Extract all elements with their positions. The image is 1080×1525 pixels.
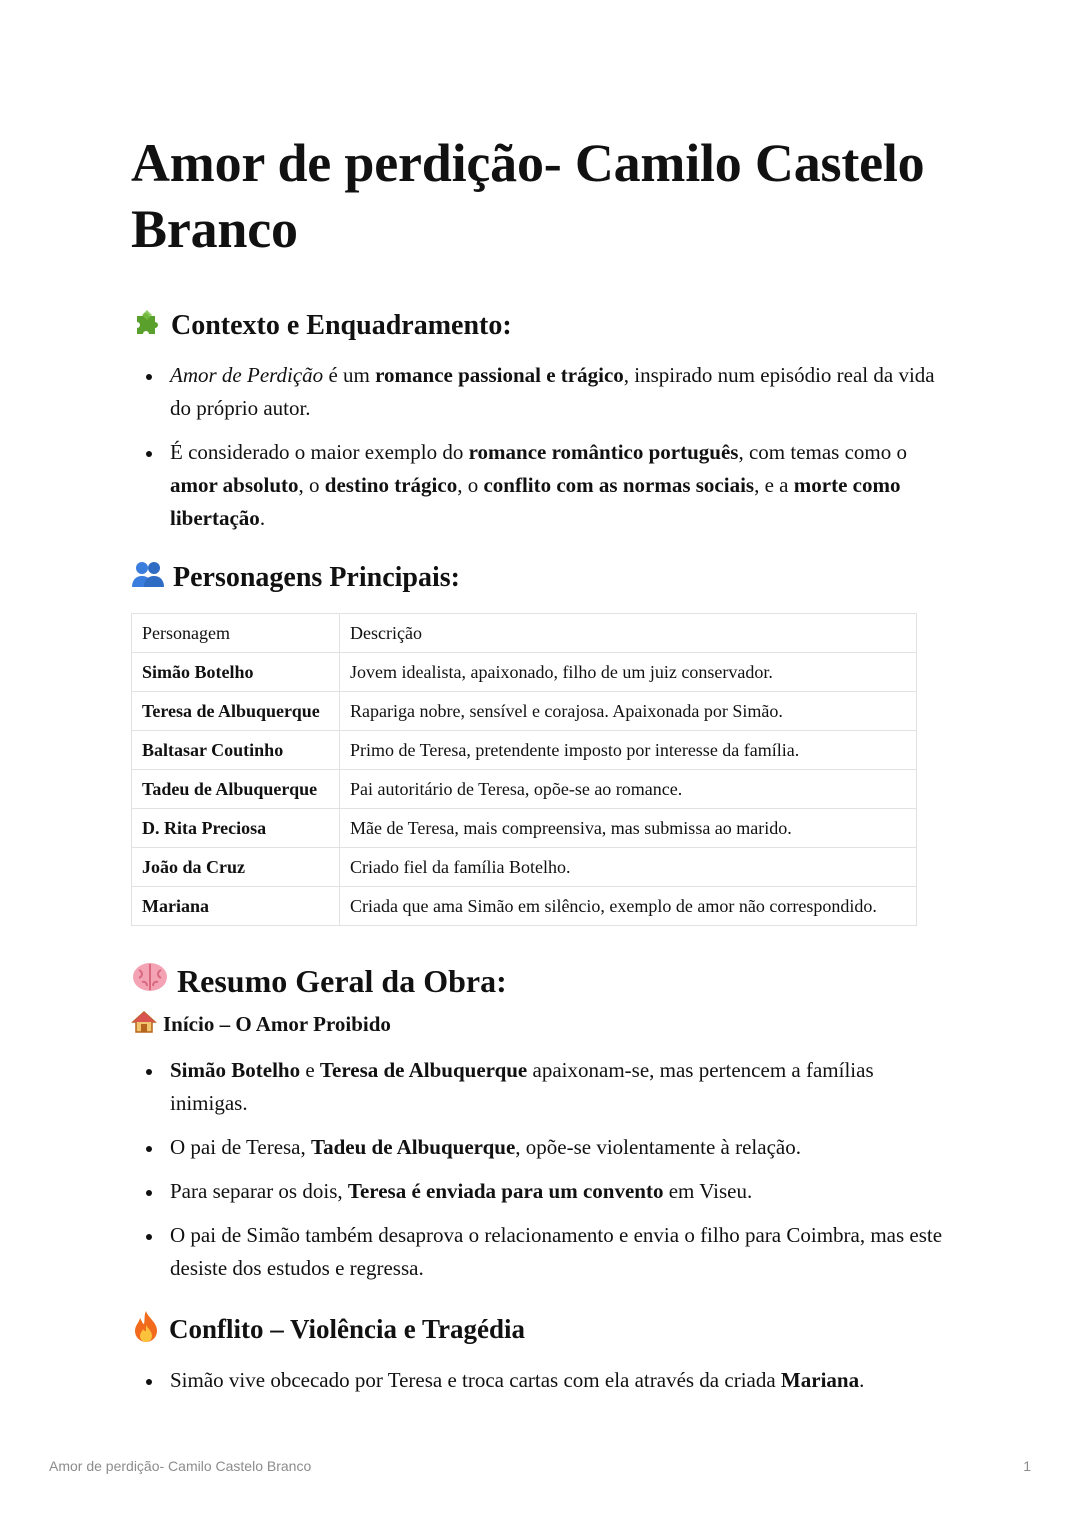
cell-personagem: Baltasar Coutinho <box>132 731 340 770</box>
section-heading-text: Resumo Geral da Obra: <box>177 962 507 999</box>
section-heading-text: Contexto e Enquadramento: <box>171 309 512 341</box>
footer-title: Amor de perdição- Camilo Castelo Branco <box>49 1458 312 1474</box>
section-heading-contexto <box>131 306 951 345</box>
table-row <box>132 770 917 809</box>
list-item: O pai de Teresa, Tadeu de Albuquerque, opõe-se violentamente à relação. <box>131 1131 951 1164</box>
subheading-text: Início – O Amor Proibido <box>163 1012 391 1036</box>
subheading-text: Conflito – Violência e Tragédia <box>169 1314 525 1344</box>
list-item: O pai de Simão também desaprova o relacionamento e envia o filho para Coimbra, mas este desiste dos estudos e regressa. <box>131 1219 951 1285</box>
subheading-conflito <box>131 1309 951 1350</box>
house-icon <box>131 1010 157 1039</box>
table-row <box>132 848 917 887</box>
list-item: Simão Botelho e Teresa de Albuquerque apaixonam-se, mas pertencem a famílias inimigas. <box>131 1054 951 1120</box>
cell-personagem: João da Cruz <box>132 848 340 887</box>
page-title: Amor de perdição- Camilo Castelo Branco <box>131 133 925 259</box>
subheading-inicio <box>131 1010 951 1039</box>
fire-icon <box>131 1309 161 1350</box>
characters-table <box>131 613 917 926</box>
cell-descricao: Criado fiel da família Botelho. <box>340 848 917 887</box>
contexto-list <box>131 359 951 535</box>
conflito-list <box>131 1364 951 1397</box>
list-item: É considerado o maior exemplo do romance romântico português, com temas como o amor absoluto, o destino trágico, o conflito com as normas sociais, e a morte como libertação. <box>131 436 951 535</box>
cell-descricao: Mãe de Teresa, mais compreensiva, mas submissa ao marido. <box>340 809 917 848</box>
table-row <box>132 692 917 731</box>
cell-descricao: Jovem idealista, apaixonado, filho de um juiz conservador. <box>340 653 917 692</box>
table-row <box>132 887 917 926</box>
list-item: Simão vive obcecado por Teresa e troca cartas com ela através da criada Mariana. <box>131 1364 951 1397</box>
cell-personagem: Teresa de Albuquerque <box>132 692 340 731</box>
section-heading-personagens <box>131 559 951 596</box>
brain-icon <box>131 960 169 1002</box>
page-number: 1 <box>1023 1458 1031 1474</box>
column-header-descricao: Descrição <box>340 614 917 653</box>
list-item: Amor de Perdição é um romance passional e trágico, inspirado num episódio real da vida do próprio autor. <box>131 359 951 425</box>
cell-personagem: Simão Botelho <box>132 653 340 692</box>
column-header-personagem: Personagem <box>132 614 340 653</box>
cell-descricao: Rapariga nobre, sensível e corajosa. Apaixonada por Simão. <box>340 692 917 731</box>
list-item: Para separar os dois, Teresa é enviada para um convento em Viseu. <box>131 1175 951 1208</box>
puzzle-piece-icon <box>131 306 163 345</box>
section-heading-resumo <box>131 960 951 1002</box>
section-heading-text: Personagens Principais: <box>173 561 460 593</box>
cell-descricao: Criada que ama Simão em silêncio, exemplo de amor não correspondido. <box>340 887 917 926</box>
table-header-row <box>132 614 917 653</box>
table-row <box>132 653 917 692</box>
table-row <box>132 809 917 848</box>
table-row <box>132 731 917 770</box>
cell-descricao: Primo de Teresa, pretendente imposto por interesse da família. <box>340 731 917 770</box>
cell-personagem: Tadeu de Albuquerque <box>132 770 340 809</box>
cell-personagem: D. Rita Preciosa <box>132 809 340 848</box>
inicio-list <box>131 1054 951 1285</box>
cell-descricao: Pai autoritário de Teresa, opõe-se ao romance. <box>340 770 917 809</box>
cell-personagem: Mariana <box>132 887 340 926</box>
document-page <box>131 130 951 1408</box>
people-icon <box>131 559 165 596</box>
